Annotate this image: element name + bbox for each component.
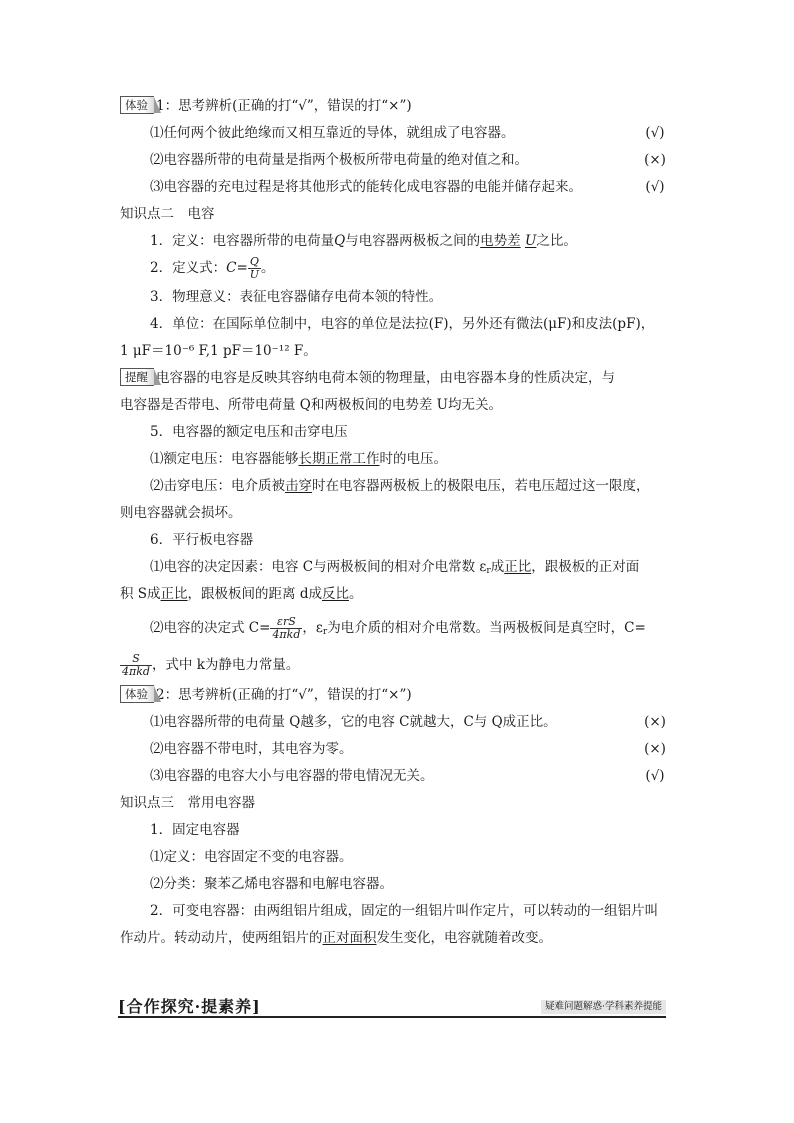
kp2-parallel-heading: 6．平行板电容器 — [150, 532, 254, 548]
kp2-tip-line2: 电容器是否带电、所带电荷量 Q和两极板间的电势差 U均无关。 — [120, 397, 503, 413]
exp2-item-3: ⑶电容器的电容大小与电容器的带电情况无关。 (√) — [150, 768, 665, 784]
exp2-item-2: ⑵电容器不带电时，其电容为零。 (×) — [150, 741, 666, 757]
vacuum-fraction: $\frac{S}{\text{4πkd}}$ — [122, 652, 150, 678]
kp3-fixed-classification: ⑵分类：聚苯乙烯电容器和电解电容器。 — [150, 876, 393, 892]
tip-badge: 提醒 — [120, 368, 154, 386]
exp2-item-1: ⑴电容器所带的电荷量 Q越多，它的电容 C就越大，C与 Q成正比。 (×) — [150, 714, 666, 730]
section-footer — [118, 996, 666, 1018]
kp2-formula: 2．定义式：C= $\frac{Q}{U}$ 。 — [150, 255, 275, 281]
kp2-parallel-formula: ⑵电容的决定式 C= $\frac{\text{εrS}}{\text{4πkd}}$ ，$\varepsilon_r$为电介质的相对介电常数。当两极板间是真空时，C= — [150, 615, 646, 641]
exp1-item-1: ⑴任何两个彼此绝缘而又相互靠近的导体，就组成了电容器。 (√) — [150, 125, 665, 141]
exp2-badge: 体验 — [120, 685, 154, 703]
kp2-tip-line1: 提醒 电容器的电容是反映其容纳电荷本领的物理量，由电容器本身的性质决定，与 — [120, 365, 668, 392]
kp2-parallel-line2: 积 S成正比，跟极板间的距离 d成反比。 — [120, 586, 363, 602]
kp2-unit-line2: 1 μF＝10⁻⁶ F,1 pF＝10⁻¹² F。 — [120, 343, 317, 359]
document-body — [120, 93, 668, 952]
section-title: [合作探究·提素养] — [118, 997, 261, 1016]
kp2-vacuum-formula: $\frac{S}{\text{4πkd}}$ ，式中 k为静电力常量。 — [122, 652, 300, 678]
kp2-unit-line1: 4．单位：在国际单位制中，电容的单位是法拉(F)，另外还有微法(μF)和皮法(pF)， — [150, 316, 655, 332]
kp3-variable-line2: 作动片。转动动片，使两组铝片的正对面积发生变化，电容就随着改变。 — [120, 930, 552, 946]
kp2-definition: 1．定义：电容器所带的电荷量Q与电容器两极板之间的电势差 U之比。 — [150, 233, 577, 249]
exp1-title: 体验 1：思考辨析(正确的打“√”，错误的打“×”) — [120, 93, 668, 120]
definition-fraction: $\frac{Q}{U}$ — [249, 255, 260, 281]
exp1-item-3: ⑶电容器的充电过程是将其他形式的能转化成电容器的电能并储存起来。 (√) — [150, 179, 665, 195]
kp3-fixed-heading: 1．固定电容器 — [150, 822, 240, 838]
section-tag: 疑难问题解惑·学科素养提能 — [541, 1000, 666, 1014]
kp3-fixed-definition: ⑴定义：电容固定不变的电容器。 — [150, 849, 353, 865]
kp2-heading: 知识点二 电容 — [120, 206, 215, 222]
kp3-heading: 知识点三 常用电容器 — [120, 795, 255, 811]
exp1-item-2: ⑵电容器所带的电荷量是指两个极板所带电荷量的绝对值之和。 (×) — [150, 152, 666, 168]
kp3-variable-line1: 2．可变电容器：由两组铝片组成，固定的一组铝片叫作定片，可以转动的一组铝片叫 — [150, 903, 659, 919]
decisive-fraction: $\frac{\text{εrS}}{\text{4πkd}}$ — [272, 615, 301, 641]
kp2-rated-heading: 5．电容器的额定电压和击穿电压 — [150, 424, 348, 440]
kp2-breakdown-line1: ⑵击穿电压：电介质被击穿时在电容器两极板上的极限电压，若电压超过这一限度， — [150, 478, 650, 494]
kp2-meaning: 3．物理意义：表征电容器储存电荷本领的特性。 — [150, 289, 443, 305]
kp2-breakdown-line2: 则电容器就会损坏。 — [120, 505, 242, 521]
kp2-parallel-line1: ⑴电容的决定因素：电容 C与两极板间的相对介电常数 $\varepsilon_r$成正比，跟极板的正对面 — [150, 559, 640, 576]
exp2-title: 体验 2：思考辨析(正确的打“√”，错误的打“×”) — [120, 682, 668, 709]
exp1-badge: 体验 — [120, 96, 154, 114]
kp2-rated-voltage: ⑴额定电压：电容器能够长期正常工作时的电压。 — [150, 451, 447, 467]
